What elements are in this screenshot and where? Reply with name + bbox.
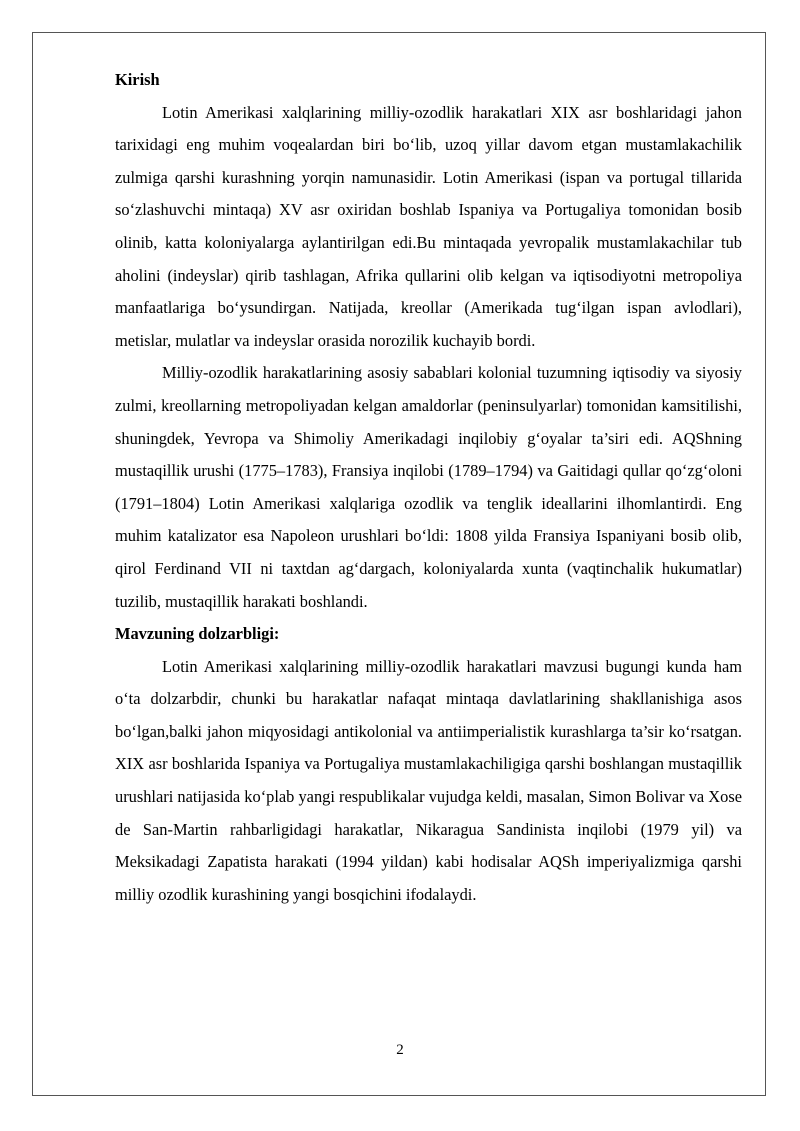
paragraph: Milliy-ozodlik harakatlarining asosiy sabablari kolonial tuzumning iqtisodiy va siyosiy zulmi, kreollarning metropoliyadan kelgan amaldorlar (peninsulyarlar) tomonidan kamsitilishi, shuningdek, Yevropa va Shimoliy Amerikadagi inqilobiy g‘oyalar ta’siri edi. AQShning mustaqillik urushi (1775–1783), Fransiya inqilobi (1789–1794) va Gaitidagi qullar qo‘zg‘oloni (1791–1804) Lotin Amerikasi xalqlariga ozodlik va tenglik ideallarini ilhomlantirdi. Eng muhim katalizator esa Napoleon urushlari bo‘ldi: 1808 yilda Fransiya Ispaniyani bosib olib, qirol Ferdinand VII ni taxtdan ag‘dargach, koloniyalarda xunta (vaqtinchalik hukumatlar) tuzilib, mustaqillik harakati boshlandi. <box>115 363 742 611</box>
section-heading-relevance: Mavzuning dolzarbligi: <box>115 624 280 644</box>
paragraph: Lotin Amerikasi xalqlarining milliy-ozodlik harakatlari XIX asr boshlaridagi jahon tarixidagi eng muhim voqealardan biri bo‘lib, uzoq yillar davom etgan mustamlakachilik zulmiga qarshi kurashning yorqin namunasidir. Lotin Amerikasi (ispan va portugal tillarida so‘zlashuvchi mintaqa) XV asr oxiridan boshlab Ispaniya va Portugaliya tomonidan bosib olinib, katta koloniyalarga aylantirilgan edi.Bu mintaqada yevropalik mustamlakachilar tub aholini (indeyslar) qirib tashlagan, Afrika qullarini olib kelgan va iqtisodiyotni metropoliya manfaatlariga bo‘ysundirgan. Natijada, kreollar (Amerikada tug‘ilgan ispan avlodlari), metislar, mulatlar va indeyslar orasida norozilik kuchayib bordi. <box>115 102 742 350</box>
section-heading-introduction: Kirish <box>115 70 160 89</box>
page-number: 2 <box>396 1042 404 1058</box>
paragraph: Lotin Amerikasi xalqlarining milliy-ozodlik harakatlari mavzusi bugungi kunda ham o‘ta dolzarbdir, chunki bu harakatlar nafaqat mintaqa davlatlarining shakllanishiga asos bo‘lgan,balki jahon miqyosidagi antikolonial va antiimperialistik kurashlarga ta’sir ko‘rsatgan. XIX asr boshlarida Ispaniya va Portugaliya mustamlakachiligiga qarshi boshlangan mustaqillik urushlari natijasida ko‘plab yangi respublikalar vujudga keldi, masalan, Simon Bolivar va Xose de San-Martin rahbarligidagi harakatlar, Nikaragua Sandinista inqilobi (1979 yil) va Meksikadagi Zapatista harakati (1994 yildan) kabi hodisalar AQSh imperiyalizmiga qarshi milliy ozodlik kurashining yangi bosqichini ifodalaydi. <box>115 656 742 904</box>
document-body <box>115 64 742 911</box>
